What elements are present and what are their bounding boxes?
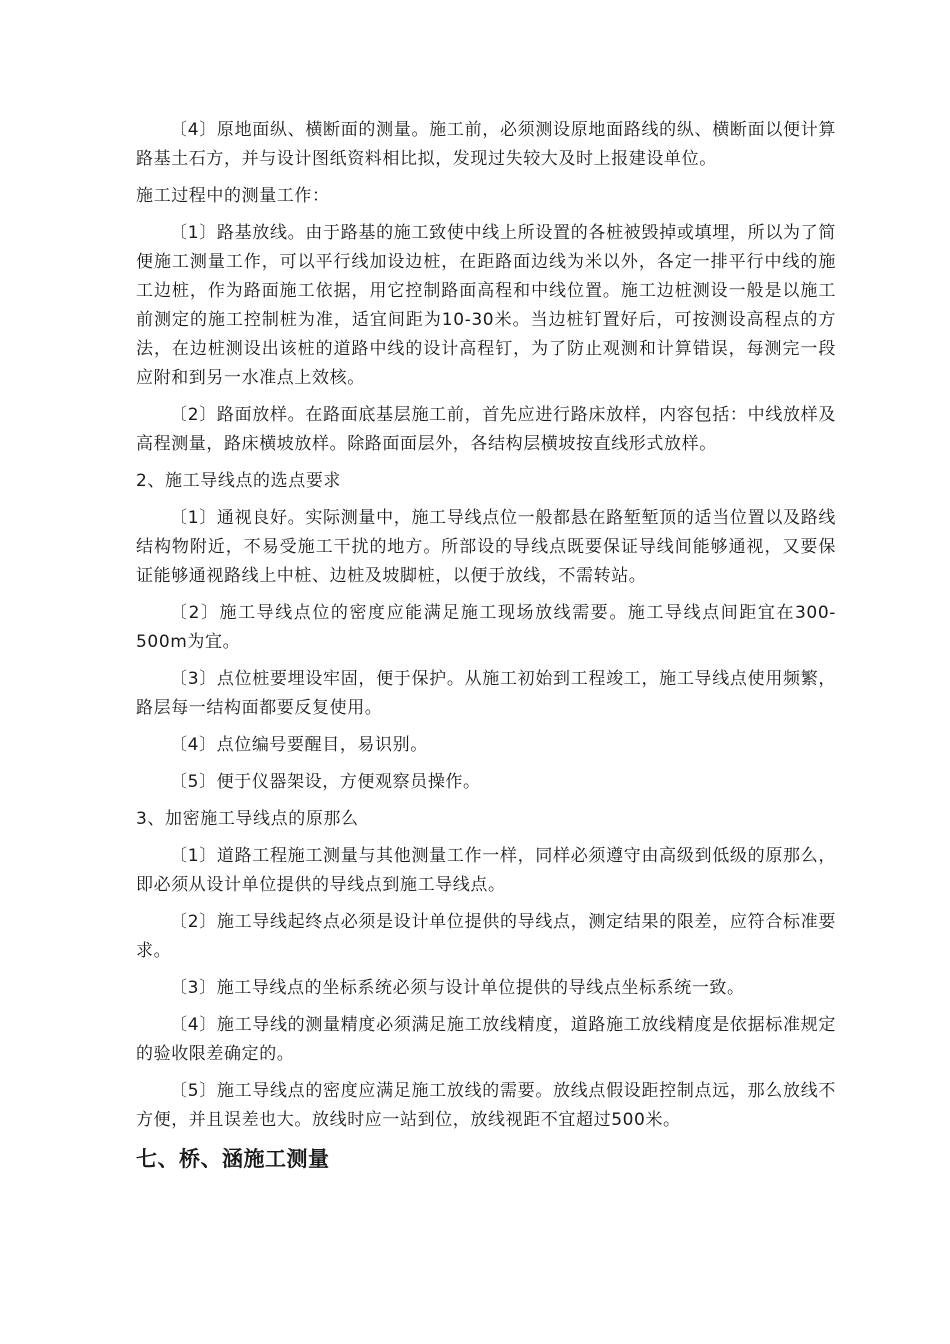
heading-traverse-point-selection: 2、施工导线点的选点要求 <box>136 471 342 491</box>
paragraph-high-to-low: 〔1〕道路工程施工测量与其他测量工作一样，同样必须遵守由高级到低级的原那么，即必须从设计单位提供的导线点到施工导线点。 <box>136 846 836 895</box>
paragraph-start-end-points: 〔2〕施工导线起终点必须是设计单位提供的导线点，测定结果的限差，应符合标准要求。 <box>136 912 836 961</box>
paragraph-point-density-requirement: 〔5〕施工导线点的密度应满足施工放线的需要。放线点假设距控制点远，那么放线不方便，并且误差也大。放线时应一站到位，放线视距不宜超过500米。 <box>136 1081 836 1130</box>
paragraph-stake-embedding: 〔3〕点位桩要埋设牢固，便于保护。从施工初始到工程竣工，施工导线点使用频繁，路层每一结构面都要反复使用。 <box>136 669 836 718</box>
heading-densification-principles: 3、加密施工导线点的原那么 <box>136 809 359 829</box>
paragraph-point-numbering: 〔4〕点位编号要醒目，易识别。 <box>170 735 428 755</box>
paragraph-construction-survey-heading: 施工过程中的测量工作： <box>136 186 330 206</box>
paragraph-visibility: 〔1〕通视良好。实际测量中，施工导线点位一般都悬在路堑堑顶的适当位置以及路线结构物附近，不易受施工干扰的地方。所部设的导线点既要保证导线间能够通视，又要保证能够通视路线上中桩、边桩及坡脚桩，以便于放线，不需转站。 <box>136 508 836 586</box>
paragraph-pavement-layout: 〔2〕路面放样。在路面底基层施工前，首先应进行路床放样，内容包括：中线放样及高程测量，路床横坡放样。除路面面层外，各结构层横坡按直线形式放样。 <box>136 405 836 454</box>
paragraph-point-density: 〔2〕施工导线点位的密度应能满足施工现场放线需要。施工导线点间距宜在300-500m为宜。 <box>136 603 836 652</box>
paragraph-instrument-setup: 〔5〕便于仪器架设，方便观察员操作。 <box>170 772 481 792</box>
paragraph-original-ground-survey: 〔4〕原地面纵、横断面的测量。施工前，必须测设原地面路线的纵、横断面以便计算路基土石方，并与设计图纸资料相比拟，发现过失较大及时上报建设单位。 <box>136 120 836 169</box>
paragraph-subgrade-layout: 〔1〕路基放线。由于路基的施工致使中线上所设置的各桩被毁掉或填埋，所以为了简便施工测量工作，可以平行线加设边桩，在距路面边线为米以外，各定一排平行中线的施工边桩，作为路面施工依据，用它控制路面高程和中线位置。施工边桩测设一般是以施工前测定的施工控制桩为准，适宜间距为10-30米。当边桩钉置好后，可按测设高程点的方法，在边桩测设出该桩的道路中线的设计高程钉，为了防止观测和计算错误，每测完一段应附和到另一水准点上效核。 <box>136 223 836 388</box>
paragraph-coordinate-system: 〔3〕施工导线点的坐标系统必须与设计单位提供的导线点坐标系统一致。 <box>170 978 745 998</box>
document-body <box>136 116 836 1175</box>
paragraph-measurement-accuracy: 〔4〕施工导线的测量精度必须满足施工放线精度，道路施工放线精度是依据标准规定的验收限差确定的。 <box>136 1015 836 1064</box>
section-heading-bridge-culvert: 七、桥、涵施工测量 <box>136 1147 330 1171</box>
